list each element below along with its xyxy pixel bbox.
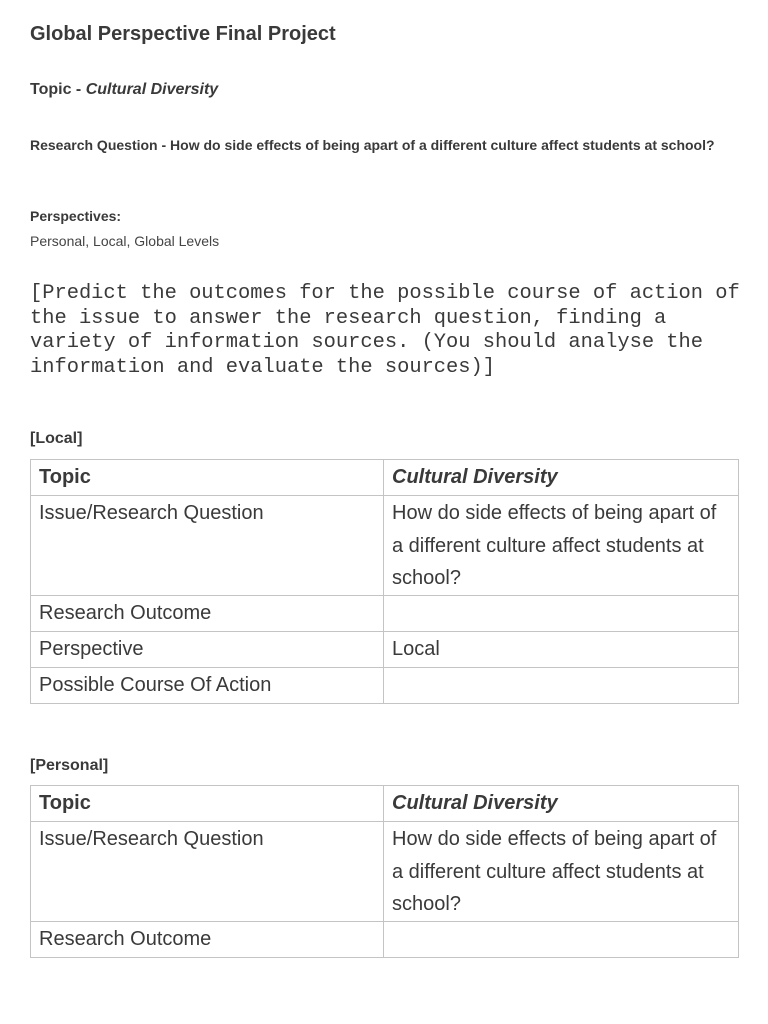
table-row — [31, 632, 739, 668]
perspectives-label: Perspectives: — [30, 208, 122, 224]
topic-line — [30, 81, 218, 99]
table-cell-value[interactable]: How do side effects of being apart of a different culture affect students at school? — [384, 496, 739, 596]
table-row — [31, 822, 739, 922]
table-cell-key[interactable]: Research Outcome — [31, 596, 384, 632]
table-cell-value[interactable]: Cultural Diversity — [384, 460, 739, 496]
personal-section-label: [Personal] — [30, 757, 109, 774]
table-cell-value[interactable]: Cultural Diversity — [384, 786, 739, 822]
perspectives-value: Personal, Local, Global Levels — [30, 233, 220, 249]
local-table — [30, 459, 739, 704]
table-row — [31, 786, 739, 822]
research-question: Research Question - How do side effects of being apart of a different culture affect students at school? — [30, 137, 715, 153]
local-section-label: [Local] — [30, 430, 83, 447]
table-cell-value[interactable] — [384, 596, 739, 632]
table-cell-key[interactable]: Research Outcome — [31, 922, 384, 958]
table-row — [31, 460, 739, 496]
table-row — [31, 496, 739, 596]
table-cell-key[interactable]: Topic — [31, 460, 384, 496]
table-cell-value[interactable] — [384, 922, 739, 958]
table-row — [31, 922, 739, 958]
table-cell-value[interactable] — [384, 668, 739, 704]
table-row — [31, 596, 739, 632]
table-cell-value[interactable]: Local — [384, 632, 739, 668]
table-cell-key[interactable]: Issue/Research Question — [31, 822, 384, 922]
table-cell-value[interactable]: How do side effects of being apart of a different culture affect students at school? — [384, 822, 739, 922]
topic-label: Topic - — [30, 81, 86, 98]
table-cell-key[interactable]: Possible Course Of Action — [31, 668, 384, 704]
personal-table — [30, 785, 739, 958]
document-title: Global Perspective Final Project — [30, 23, 336, 45]
instructions-note: [Predict the outcomes for the possible course of action of the issue to answer the research question, finding a variety of information sources. (You should analyse the information and evaluate the sources)] — [30, 282, 740, 379]
table-cell-key[interactable]: Issue/Research Question — [31, 496, 384, 596]
table-cell-key[interactable]: Perspective — [31, 632, 384, 668]
topic-value: Cultural Diversity — [85, 81, 219, 98]
table-cell-key[interactable]: Topic — [31, 786, 384, 822]
table-row — [31, 668, 739, 704]
